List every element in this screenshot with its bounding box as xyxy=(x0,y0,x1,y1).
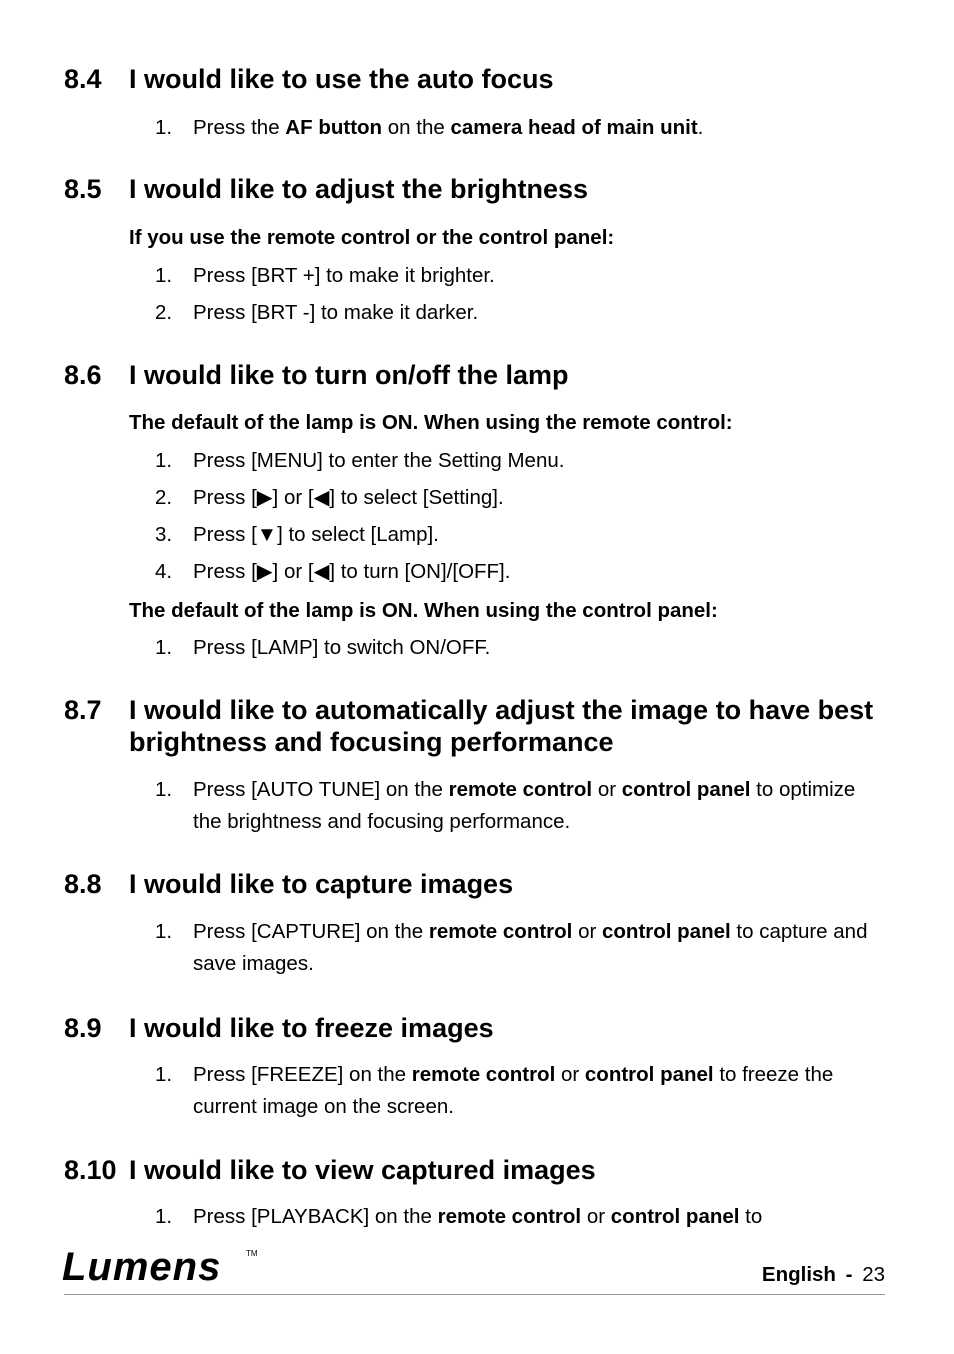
step-text: to xyxy=(739,1205,763,1228)
step-text: Press [BRT -] to make it darker. xyxy=(193,301,479,324)
emphasis-text: AF button xyxy=(285,116,383,139)
step-text: or xyxy=(572,920,602,943)
step-text: . xyxy=(697,116,704,139)
step-text: Press [BRT +] to make it brighter. xyxy=(193,264,495,287)
list-item xyxy=(0,445,873,477)
step-list xyxy=(0,1201,954,1233)
step-text: Press [LAMP] to switch ON/OFF. xyxy=(193,636,491,659)
section-heading: 8.10 I would like to view captured images xyxy=(64,1155,596,1185)
step-text: Press the xyxy=(193,116,286,139)
emphasis-text: camera head of main unit xyxy=(450,116,698,139)
list-item xyxy=(0,774,873,838)
section-8-10 xyxy=(0,1154,954,1228)
section-8-4 xyxy=(0,63,954,139)
list-item-number: 1. xyxy=(155,778,173,801)
step-text: Press [PLAYBACK] on the xyxy=(193,1205,438,1228)
step-text: Press [CAPTURE] on the xyxy=(193,920,429,943)
step-text: Press [AUTO TUNE] on the xyxy=(193,778,449,801)
list-item-number: 1. xyxy=(155,1063,173,1086)
language-label: English xyxy=(761,1263,836,1286)
list-item xyxy=(0,112,873,144)
step-text: Press [▶] or [◀] to turn [ON]/[OFF]. xyxy=(193,560,511,583)
trademark-mark: TM xyxy=(246,1249,258,1258)
step-list-2 xyxy=(0,632,954,664)
step-list xyxy=(0,260,954,329)
list-item-number: 1. xyxy=(155,636,173,659)
step-text: to optimize the brightness and focusing performance. xyxy=(193,778,856,833)
step-list xyxy=(0,774,954,838)
list-item xyxy=(0,1201,873,1233)
emphasis-text: remote control xyxy=(437,1205,582,1228)
step-list xyxy=(0,445,954,588)
emphasis-text: control panel xyxy=(584,1063,714,1086)
list-item xyxy=(0,297,873,329)
step-list xyxy=(0,112,954,144)
section-subheading: The default of the lamp is ON. When using the remote control: xyxy=(129,411,733,434)
section-8-5 xyxy=(0,173,954,324)
section-subheading-2: The default of the lamp is ON. When using the control panel: xyxy=(129,599,718,622)
step-text: Press [FREEZE] on the xyxy=(193,1063,412,1086)
step-text: or xyxy=(581,1205,611,1228)
step-list xyxy=(0,1059,954,1123)
list-item-number: 1. xyxy=(155,920,173,943)
step-text: Press [▶] or [◀] to select [Setting]. xyxy=(193,486,504,509)
lumens-logo: Lumens xyxy=(62,1245,222,1289)
section-subheading: If you use the remote control or the control panel: xyxy=(129,226,615,249)
section-heading: 8.4 I would like to use the auto focus xyxy=(64,64,554,94)
footer-separator: - xyxy=(845,1263,853,1286)
section-8-9 xyxy=(0,1012,954,1118)
page-footer-label xyxy=(762,1262,885,1288)
list-item-number: 2. xyxy=(155,486,173,509)
step-text: to capture and save images. xyxy=(193,920,868,975)
list-item xyxy=(0,260,873,292)
section-heading: 8.8 I would like to capture images xyxy=(64,869,514,899)
list-item xyxy=(0,632,873,664)
list-item-number: 1. xyxy=(155,449,173,472)
emphasis-text: control panel xyxy=(610,1205,740,1228)
section-8-7 xyxy=(0,694,954,833)
list-item-number: 1. xyxy=(155,116,173,139)
list-item-number: 3. xyxy=(155,523,173,546)
emphasis-text: control panel xyxy=(621,778,751,801)
section-heading: 8.5 I would like to adjust the brightness xyxy=(64,174,589,204)
step-text: Press [MENU] to enter the Setting Menu. xyxy=(193,449,565,472)
emphasis-text: remote control xyxy=(411,1063,556,1086)
list-item-number: 1. xyxy=(155,1205,173,1228)
emphasis-text: remote control xyxy=(448,778,593,801)
list-item xyxy=(0,556,873,588)
section-8-8 xyxy=(0,868,954,975)
list-item xyxy=(0,916,873,980)
list-item-number: 4. xyxy=(155,560,173,583)
list-item xyxy=(0,482,873,514)
step-text: or xyxy=(592,778,622,801)
section-heading: 8.6 I would like to turn on/off the lamp xyxy=(64,360,569,390)
step-text: or xyxy=(555,1063,585,1086)
list-item xyxy=(0,1059,873,1123)
list-item xyxy=(0,519,873,551)
list-item-number: 1. xyxy=(155,264,173,287)
emphasis-text: control panel xyxy=(602,920,731,943)
list-item-number: 2. xyxy=(155,301,173,324)
emphasis-text: remote control xyxy=(428,920,573,943)
section-heading: 8.9 I would like to freeze images xyxy=(64,1013,494,1043)
page-number: 23 xyxy=(862,1263,885,1286)
section-heading: 8.7 I would like to automatically adjust the image to have best brightness and focusing performance xyxy=(64,695,874,757)
step-text: Press [▼] to select [Lamp]. xyxy=(193,523,439,546)
footer-divider xyxy=(64,1294,885,1295)
section-8-6 xyxy=(0,359,954,659)
step-text: on the xyxy=(382,116,451,139)
step-list xyxy=(0,916,954,980)
step-text: to freeze the current image on the screen. xyxy=(193,1063,834,1118)
